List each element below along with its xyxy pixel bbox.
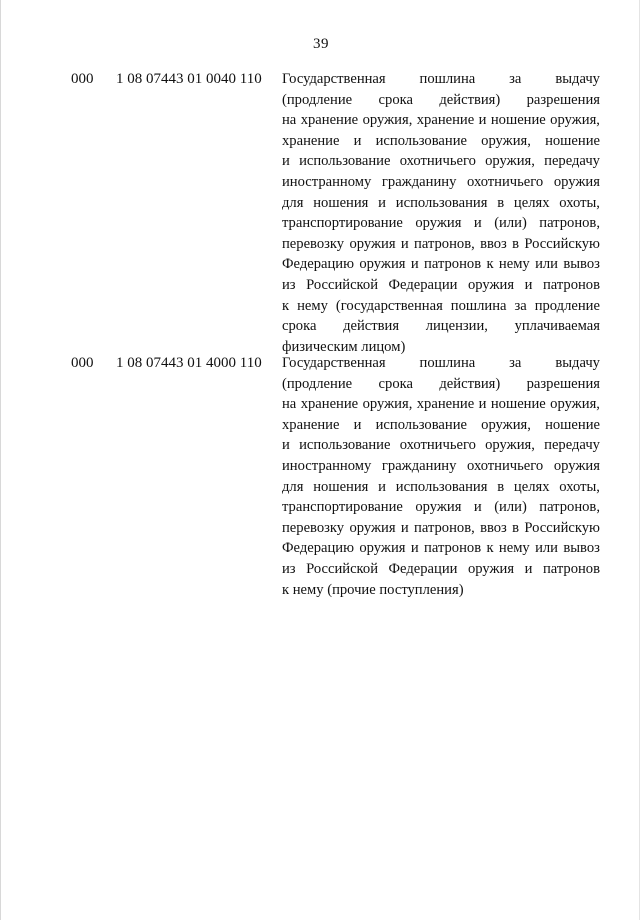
description-line: и использование охотничьего оружия, передачу	[282, 153, 600, 170]
description-line: физическим лицом)	[282, 338, 406, 355]
description-line: хранение и использование оружия, ношение	[282, 132, 600, 149]
income-description	[282, 353, 600, 600]
description-line: перевозку оружия и патронов, ввоз в Российскую	[282, 519, 600, 536]
description-line: к нему (государственная пошлина за продление	[282, 297, 600, 314]
page-number: 39	[313, 36, 329, 52]
description-line: на хранение оружия, хранение и ношение оружия,	[282, 112, 600, 129]
description-line: транспортирование оружия и (или) патронов,	[282, 499, 600, 516]
description-line: к нему (прочие поступления)	[282, 581, 464, 598]
description-line: из Российской Федерации оружия и патронов	[282, 560, 600, 577]
description-line: (продление срока действия) разрешения	[282, 375, 600, 392]
description-line: хранение и использование оружия, ношение	[282, 416, 600, 433]
admin-code: 000	[71, 71, 94, 87]
description-line: и использование охотничьего оружия, передачу	[282, 437, 600, 454]
description-line: Государственная пошлина за выдачу	[282, 355, 600, 371]
income-description	[282, 69, 600, 357]
description-line: (продление срока действия) разрешения	[282, 91, 600, 108]
description-line: иностранному гражданину охотничьего оружия	[282, 173, 600, 190]
admin-code: 000	[71, 355, 94, 371]
description-line: Федерацию оружия и патронов к нему или вывоз	[282, 540, 600, 557]
budget-classification-code: 1 08 07443 01 4000 110	[116, 355, 262, 371]
description-line: для ношения и использования в целях охоты,	[282, 194, 600, 211]
description-line: Государственная пошлина за выдачу	[282, 71, 600, 87]
description-line: для ношения и использования в целях охоты,	[282, 478, 600, 495]
description-line: срока действия лицензии, уплачиваемая	[282, 318, 600, 335]
description-line: транспортирование оружия и (или) патронов,	[282, 215, 600, 232]
description-line: Федерацию оружия и патронов к нему или вывоз	[282, 256, 600, 273]
description-line: из Российской Федерации оружия и патронов	[282, 276, 600, 293]
budget-classification-code: 1 08 07443 01 0040 110	[116, 71, 262, 87]
description-line: перевозку оружия и патронов, ввоз в Российскую	[282, 235, 600, 252]
description-line: иностранному гражданину охотничьего оружия	[282, 457, 600, 474]
description-line: на хранение оружия, хранение и ношение оружия,	[282, 396, 600, 413]
